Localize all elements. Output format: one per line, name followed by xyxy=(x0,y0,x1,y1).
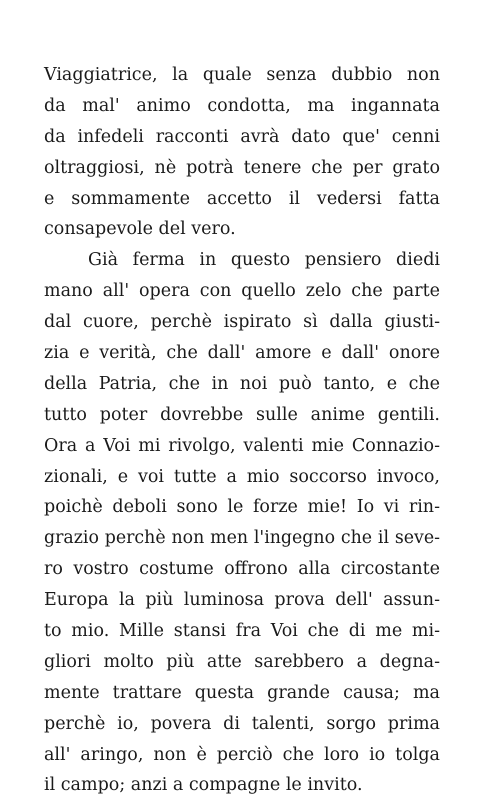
text-line: Viaggiatrice, la quale senza dubbio non xyxy=(44,65,440,85)
paragraph-first-line: Già ferma in questo pensiero diedi xyxy=(88,250,440,271)
text-line: Ora a Voi mi rivolgo, valenti mie Connazio- xyxy=(44,435,440,456)
text-line: zionali, e voi tutte a mio soccorso invoco, xyxy=(44,466,440,487)
text-line: grazio perchè non men l'ingegno che il seve- xyxy=(44,528,440,549)
text-line: ro vostro costume offrono alla circostante xyxy=(44,559,440,580)
text-line: e sommamente accetto il vedersi fatta xyxy=(44,188,440,209)
text-line: gliori molto più atte sarebbero a degna- xyxy=(44,651,440,672)
text-line: all' aringo, non è perciò che loro io tolga xyxy=(44,744,440,765)
text-line: mano all' opera con quello zelo che parte xyxy=(44,281,440,302)
text-line: tutto poter dovrebbe sulle anime gentili. xyxy=(44,404,440,425)
text-line: zia e verità, che dall' amore e dall' onore xyxy=(44,343,440,364)
text-line: da mal' animo condotta, ma ingannata xyxy=(44,95,440,116)
body-text xyxy=(44,60,440,801)
text-line: consapevole del vero. xyxy=(44,219,236,240)
text-line: perchè io, povera di talenti, sorgo prima xyxy=(44,713,440,734)
text-line: mente trattare questa grande causa; ma xyxy=(44,682,440,703)
text-line: il campo; anzi a compagne le invito. xyxy=(44,775,363,796)
text-line: oltraggiosi, nè potrà tenere che per grato xyxy=(44,157,440,178)
text-line: della Patria, che in noi può tanto, e che xyxy=(44,373,440,394)
text-line: Europa la più luminosa prova dell' assun- xyxy=(44,590,440,611)
text-line: dal cuore, perchè ispirato sì dalla giusti- xyxy=(44,312,440,333)
text-line: da infedeli racconti avrà dato que' cenni xyxy=(44,126,440,147)
text-line: poichè deboli sono le forze mie! Io vi rin- xyxy=(44,497,440,518)
text-line: to mio. Mille stansi fra Voi che di me mi- xyxy=(44,621,440,642)
